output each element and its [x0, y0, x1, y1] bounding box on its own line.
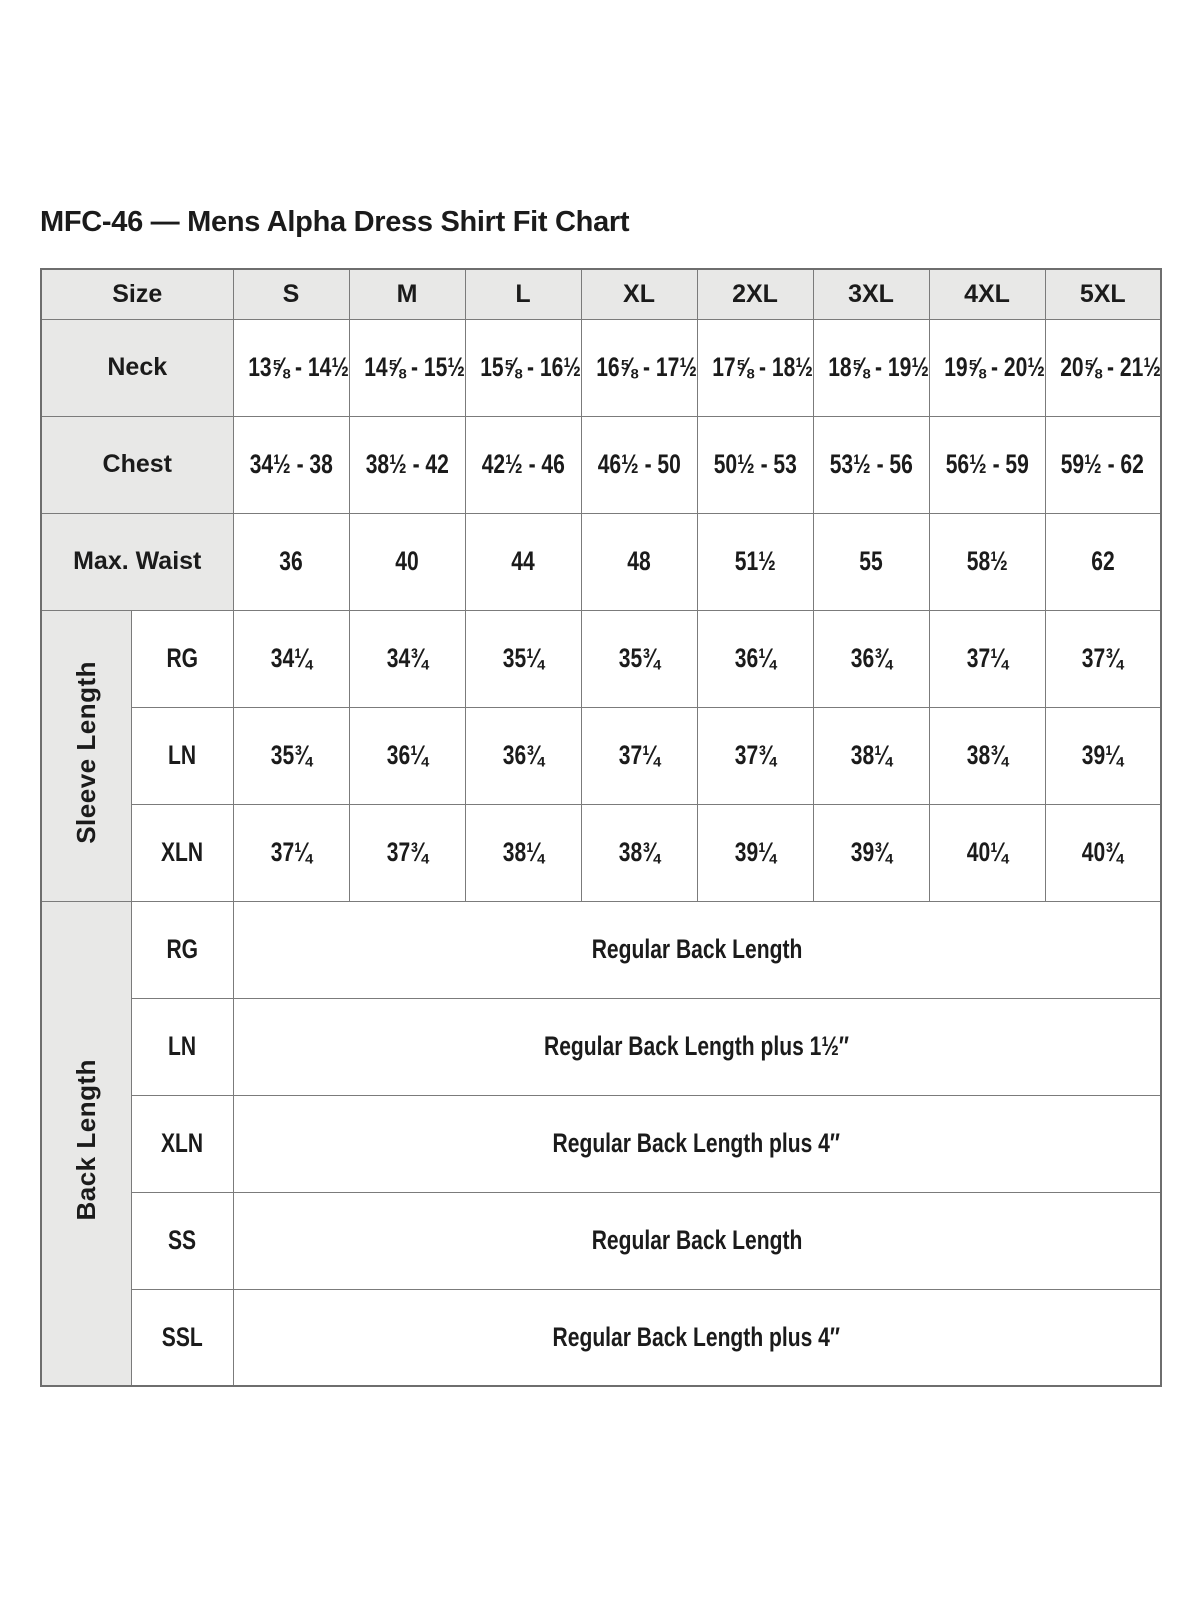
cell-text: 14⅝ - 15½ — [363, 352, 465, 382]
max-waist-value-2xl — [697, 513, 813, 610]
chest-value-4xl — [929, 416, 1045, 513]
back-ss-label: SS — [131, 1192, 233, 1289]
sleeve-ln-value-l: 36¾ — [465, 707, 581, 804]
size-header-5xl: 5XL — [1045, 269, 1161, 319]
neck-value-xl — [581, 319, 697, 416]
max-waist-value-4xl — [929, 513, 1045, 610]
cell-text: 34½ - 38 — [249, 449, 333, 479]
sleeve-ln-value-s: 35¾ — [233, 707, 349, 804]
sleeve-ln-value-xl: 37¼ — [581, 707, 697, 804]
cell-text: 38½ - 42 — [365, 449, 449, 479]
cell-text: 13⅝ - 14½ — [247, 352, 349, 382]
sleeve-rg-value-m: 34¾ — [349, 610, 465, 707]
max-waist-value-s — [233, 513, 349, 610]
header-row — [41, 269, 1161, 319]
cell-text: 19⅝ - 20½ — [943, 352, 1045, 382]
size-header-4xl: 4XL — [929, 269, 1045, 319]
cell-text: 58½ — [966, 546, 1008, 576]
sleeve-rg-label: RG — [131, 610, 233, 707]
sleeve-rg-value-l: 35¼ — [465, 610, 581, 707]
sleeve-xln-value-3xl: 39¾ — [813, 804, 929, 901]
cell-text: 53½ - 56 — [829, 449, 913, 479]
size-header-m: M — [349, 269, 465, 319]
max-waist-value-5xl — [1045, 513, 1161, 610]
sleeve-length-section-label — [41, 610, 131, 901]
neck-value-5xl — [1045, 319, 1161, 416]
size-header-xl: XL — [581, 269, 697, 319]
sleeve-length-vertical-text: Sleeve Length — [70, 660, 101, 844]
sleeve-rg-value-2xl: 36¼ — [697, 610, 813, 707]
chest-value-m — [349, 416, 465, 513]
sleeve-xln-value-xl: 38¾ — [581, 804, 697, 901]
sleeve-xln-value-5xl: 40¾ — [1045, 804, 1161, 901]
size-header-3xl: 3XL — [813, 269, 929, 319]
size-header-l: L — [465, 269, 581, 319]
sleeve-rg-value-4xl: 37¼ — [929, 610, 1045, 707]
cell-text: 42½ - 46 — [481, 449, 565, 479]
back-length-section-label — [41, 901, 131, 1386]
fit-chart-table — [40, 268, 1162, 1387]
chest-row-label: Chest — [41, 416, 233, 513]
sleeve-xln-value-2xl: 39¼ — [697, 804, 813, 901]
cell-text: 51½ — [734, 546, 776, 576]
size-header-2xl: 2XL — [697, 269, 813, 319]
back-ln-label: LN — [131, 998, 233, 1095]
sleeve-xln-value-4xl: 40¼ — [929, 804, 1045, 901]
cell-text: 59½ - 62 — [1061, 449, 1145, 479]
sleeve-ln-value-2xl: 37¾ — [697, 707, 813, 804]
chest-value-l — [465, 416, 581, 513]
back-ln-value: Regular Back Length plus 1½″ — [233, 998, 1161, 1095]
back-ln-row — [41, 998, 1161, 1095]
cell-text: 62 — [1091, 546, 1115, 576]
sleeve-xln-label: XLN — [131, 804, 233, 901]
sleeve-xln-value-s: 37¼ — [233, 804, 349, 901]
back-xln-label: XLN — [131, 1095, 233, 1192]
max-waist-value-l — [465, 513, 581, 610]
sleeve-rg-value-5xl: 37¾ — [1045, 610, 1161, 707]
back-ssl-value: Regular Back Length plus 4″ — [233, 1289, 1161, 1386]
back-ssl-label: SSL — [131, 1289, 233, 1386]
back-length-vertical-text: Back Length — [70, 1058, 101, 1221]
sleeve-ln-value-4xl: 38¾ — [929, 707, 1045, 804]
chest-value-xl — [581, 416, 697, 513]
cell-text: 48 — [627, 546, 651, 576]
neck-value-3xl — [813, 319, 929, 416]
cell-text: 44 — [511, 546, 535, 576]
max-waist-value-3xl — [813, 513, 929, 610]
back-ss-row — [41, 1192, 1161, 1289]
sleeve-xln-row — [41, 804, 1161, 901]
neck-value-l — [465, 319, 581, 416]
cell-text: 36 — [279, 546, 303, 576]
max-waist-row — [41, 513, 1161, 610]
cell-text: 55 — [859, 546, 883, 576]
cell-text: 16⅝ - 17½ — [595, 352, 697, 382]
cell-text: 40 — [395, 546, 419, 576]
size-header-s: S — [233, 269, 349, 319]
neck-row-label: Neck — [41, 319, 233, 416]
sleeve-rg-value-s: 34¼ — [233, 610, 349, 707]
cell-text: 18⅝ - 19½ — [827, 352, 929, 382]
cell-text: 17⅝ - 18½ — [711, 352, 813, 382]
sleeve-ln-value-m: 36¼ — [349, 707, 465, 804]
neck-row — [41, 319, 1161, 416]
back-rg-value: Regular Back Length — [233, 901, 1161, 998]
sleeve-rg-value-xl: 35¾ — [581, 610, 697, 707]
sleeve-xln-value-m: 37¾ — [349, 804, 465, 901]
neck-value-s — [233, 319, 349, 416]
sleeve-ln-row — [41, 707, 1161, 804]
max-waist-value-xl — [581, 513, 697, 610]
chest-row — [41, 416, 1161, 513]
page-title: MFC-46 — Mens Alpha Dress Shirt Fit Chart — [40, 206, 630, 238]
chest-value-3xl — [813, 416, 929, 513]
max-waist-value-m — [349, 513, 465, 610]
chest-value-2xl — [697, 416, 813, 513]
back-xln-row — [41, 1095, 1161, 1192]
back-ssl-row — [41, 1289, 1161, 1386]
neck-value-2xl — [697, 319, 813, 416]
cell-text: 56½ - 59 — [945, 449, 1029, 479]
back-xln-value: Regular Back Length plus 4″ — [233, 1095, 1161, 1192]
sleeve-rg-value-3xl: 36¾ — [813, 610, 929, 707]
back-rg-label: RG — [131, 901, 233, 998]
sleeve-rg-row — [41, 610, 1161, 707]
cell-text: 50½ - 53 — [713, 449, 797, 479]
back-rg-row — [41, 901, 1161, 998]
chest-value-5xl — [1045, 416, 1161, 513]
sleeve-xln-value-l: 38¼ — [465, 804, 581, 901]
cell-text: 15⅝ - 16½ — [479, 352, 581, 382]
neck-value-4xl — [929, 319, 1045, 416]
chest-value-s — [233, 416, 349, 513]
size-corner-header: Size — [41, 269, 233, 319]
cell-text: 20⅝ - 21½ — [1059, 352, 1161, 382]
neck-value-m — [349, 319, 465, 416]
sleeve-ln-value-3xl: 38¼ — [813, 707, 929, 804]
sleeve-ln-value-5xl: 39¼ — [1045, 707, 1161, 804]
cell-text: 46½ - 50 — [597, 449, 681, 479]
back-ss-value: Regular Back Length — [233, 1192, 1161, 1289]
max-waist-row-label: Max. Waist — [41, 513, 233, 610]
sleeve-ln-label: LN — [131, 707, 233, 804]
